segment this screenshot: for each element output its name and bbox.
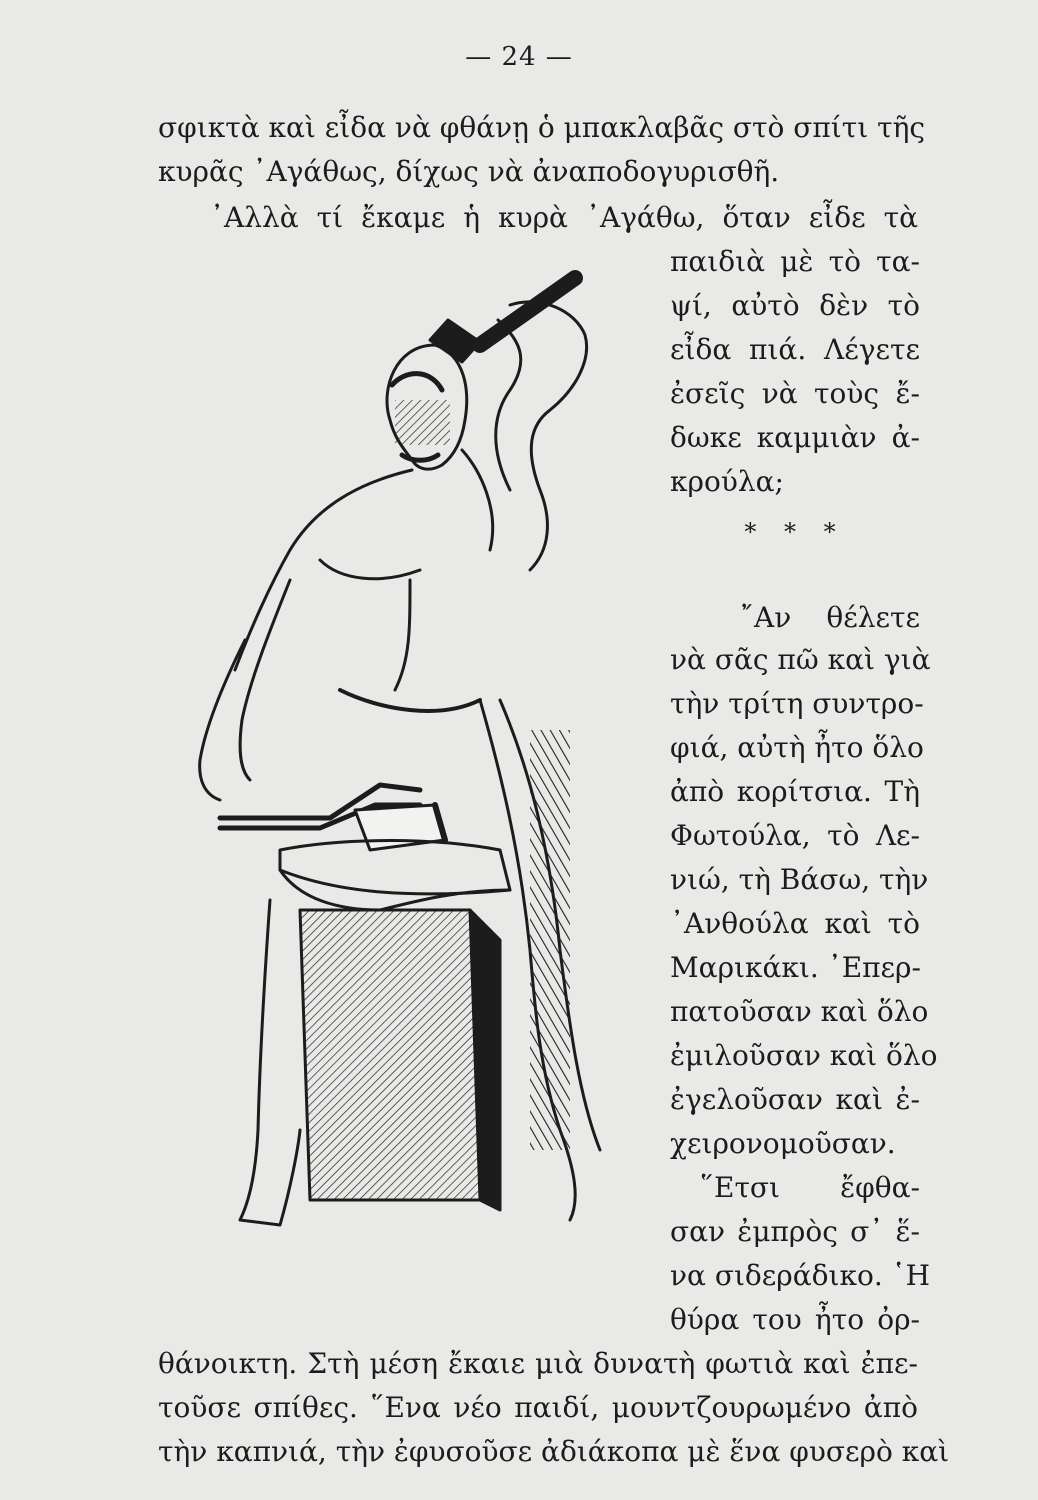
column-line: θύρα του ἦτο ὀρ- <box>670 1303 920 1336</box>
body-line: θάνοικτη. Στὴ μέση ἔκαιε μιὰ δυνατὴ φωτιὰ καὶ ἐπε- <box>158 1347 918 1380</box>
body-line: τοῦσε σπίθες. ῞Ενα νέο παιδί, μουντζουρωμένο ἀπὸ <box>158 1391 918 1424</box>
body-line: κυρᾶς ᾿Αγάθως, δίχως νὰ ἀναποδογυρισθῆ. <box>158 155 780 188</box>
column-line: χειρονομοῦσαν. <box>670 1127 896 1160</box>
column-line: κρούλα; <box>670 465 784 498</box>
column-line: τὴν τρίτη συντρο- <box>670 687 924 720</box>
column-line: ἐγελοῦσαν καὶ ἐ- <box>670 1083 920 1116</box>
column-line: νιώ, τὴ Βάσω, τὴν <box>670 863 929 896</box>
column-line: φιά, αὐτὴ ἦτο ὅλο <box>670 731 924 764</box>
column-line: πατοῦσαν καὶ ὅλο <box>670 995 929 1028</box>
body-line: σφικτὰ καὶ εἶδα νὰ φθάνῃ ὁ μπακλαβᾶς στὸ σπίτι τῆς <box>158 111 926 144</box>
column-line: Μαρικάκι. ᾿Επερ- <box>670 951 921 984</box>
body-line: τὴν καπνιά, τὴν ἐφυσοῦσε ἀδιάκοπα μὲ ἕνα φυσερὸ καὶ <box>158 1435 950 1468</box>
column-line: ῎Αν θέλετε <box>740 601 920 634</box>
column-line: ῞Ετσι ἔφθα- <box>700 1171 920 1204</box>
column-line: δωκε καμμιὰν ἀ- <box>670 421 920 454</box>
blacksmith-illustration <box>180 250 660 1270</box>
column-line: ἀπὸ κορίτσια. Τὴ <box>670 775 920 808</box>
column-line: εἶδα πιά. Λέγετε <box>670 333 920 366</box>
column-line: ἐμιλοῦσαν καὶ ὅλο <box>670 1039 938 1072</box>
column-line: να σιδεράδικο. ῾Η <box>670 1259 931 1292</box>
page-number: — 24 — <box>465 42 573 72</box>
column-line: ᾿Ανθούλα καὶ τὸ <box>670 907 920 940</box>
column-line: παιδιὰ μὲ τὸ τα- <box>670 245 920 278</box>
section-separator: * * * <box>744 518 846 546</box>
body-line: ᾿Αλλὰ τί ἔκαμε ἡ κυρὰ ᾿Αγάθω, ὅταν εἶδε τὰ <box>210 201 918 234</box>
column-line: σαν ἐμπρὸς σ᾿ ἕ- <box>670 1215 920 1248</box>
column-line: ψί, αὐτὸ δὲν τὸ <box>670 289 920 322</box>
column-line: Φωτούλα, τὸ Λε- <box>670 819 920 852</box>
column-line: νὰ σᾶς πῶ καὶ γιὰ <box>670 643 931 676</box>
column-line: ἐσεῖς νὰ τοὺς ἔ- <box>670 377 920 410</box>
